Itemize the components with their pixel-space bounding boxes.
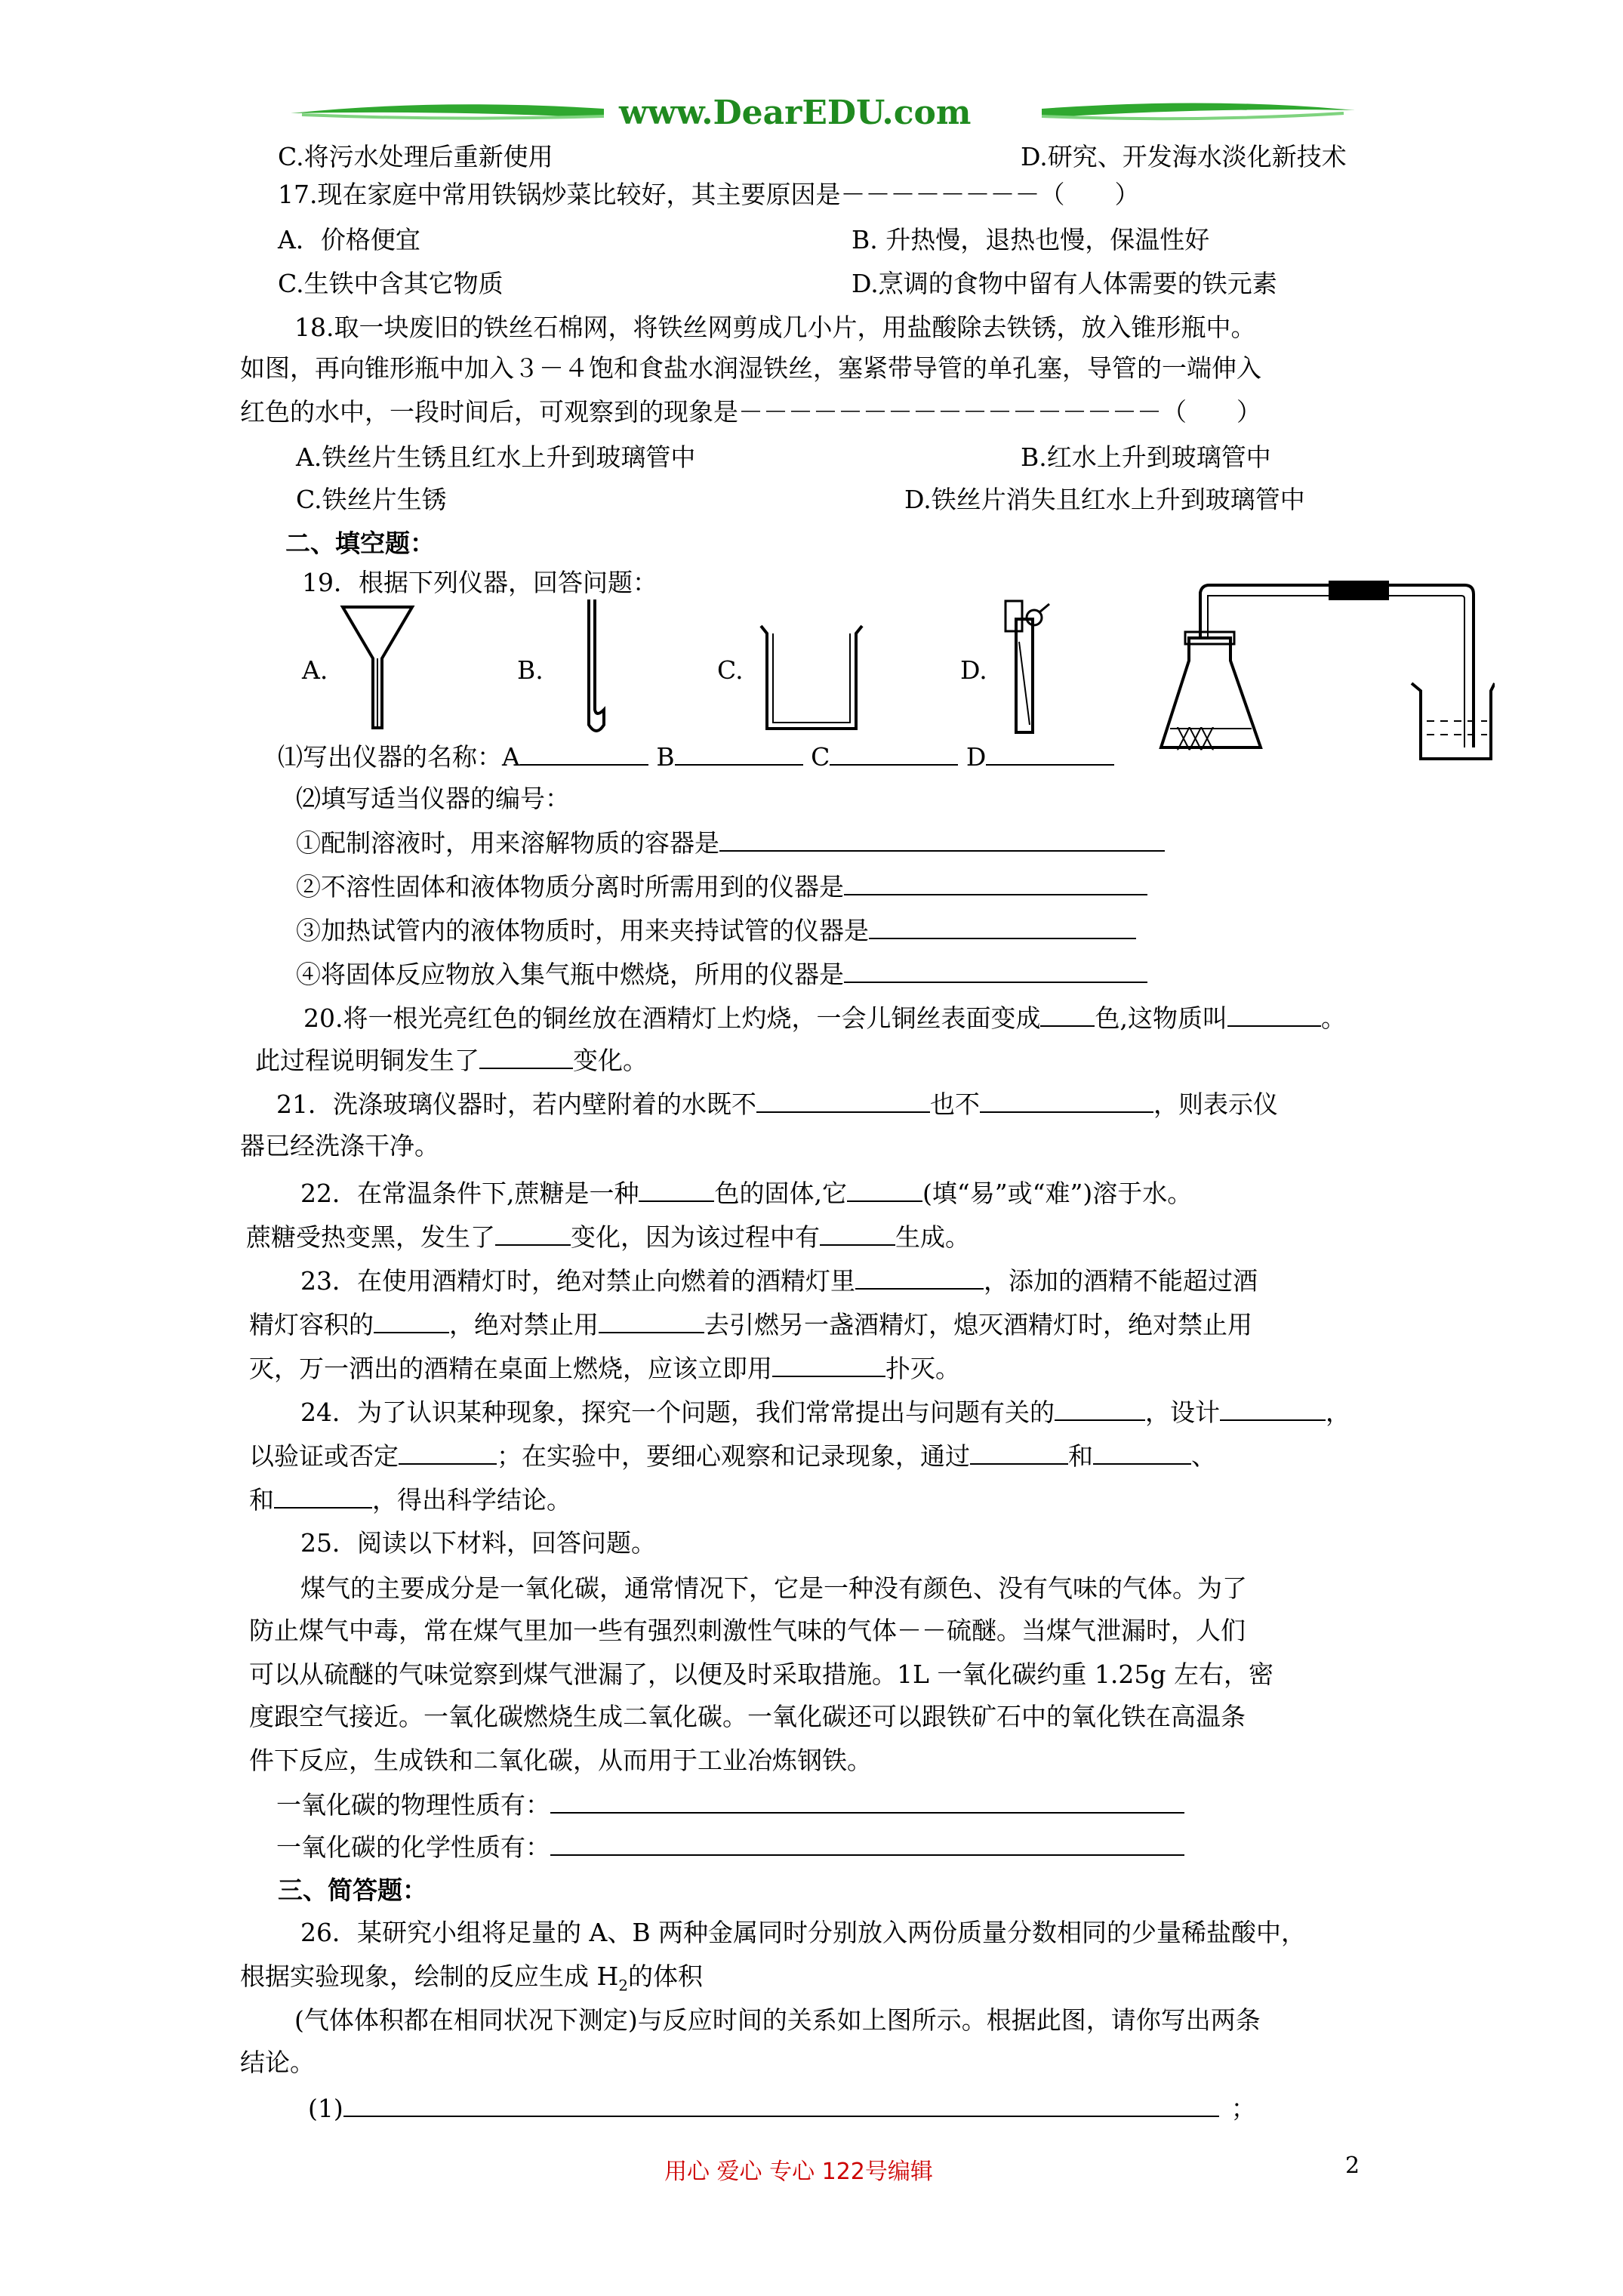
q24-text-7: 、: [1191, 1441, 1216, 1471]
q25-physical-label: 一氧化碳的物理性质有：: [276, 1790, 550, 1820]
q22-text-2: 色的固体,它: [714, 1179, 847, 1208]
q19-blank-c[interactable]: [830, 741, 958, 766]
q22-line2: [246, 1222, 970, 1253]
q19-blank-b[interactable]: [675, 741, 803, 766]
q21-text-2: 也不: [930, 1089, 980, 1119]
q18-option-b: B.红水上升到玻璃管中: [1021, 442, 1271, 472]
q26-line2: [240, 1962, 703, 2001]
q19-part1-label-d: D: [965, 742, 987, 772]
q24-text-1: 24．为了认识某种现象，探究一个问题，我们常常提出与问题有关的: [300, 1398, 1055, 1427]
site-logo: [287, 83, 1359, 146]
q22-text-3: (填“易”或“难”)溶于水。: [922, 1179, 1193, 1208]
q19-item-2-text: ②不溶性固体和液体物质分离时所需用到的仪器是: [296, 872, 844, 901]
q25-material-line5: 件下反应，生成铁和二氧化碳，从而用于工业冶炼钢铁。: [249, 1746, 872, 1775]
q26-answer-1-end: ；: [1230, 2094, 1256, 2123]
q18-line3: 红色的水中，一段时间后，可观察到的现象是－－－－－－－－－－－－－－－－－（ ）: [240, 397, 1261, 427]
svg-text:╳╳╳: ╳╳╳: [1178, 728, 1213, 750]
q18-line2: 如图，再向锥形瓶中加入３－４饱和食盐水润湿铁丝，塞紧带导管的单孔塞，导管的一端伸入: [240, 353, 1261, 383]
q26-line4: 结论。: [240, 2048, 315, 2077]
q22-text-1: 22．在常温条件下,蔗糖是一种: [300, 1179, 639, 1208]
q20-blank-1[interactable]: [1040, 1003, 1095, 1027]
q23-text-6: 灭，万一洒出的酒精在桌面上燃烧，应该立即用: [249, 1354, 772, 1383]
q25-material-line1: 煤气的主要成分是一氧化碳，通常情况下，它是一种没有颜色、没有气味的气体。为了: [300, 1573, 1247, 1603]
q17-option-b: B. 升热慢，退热也慢，保温性好: [852, 225, 1210, 254]
q19-label-c: C.: [717, 655, 744, 685]
q24-line3: [249, 1484, 571, 1515]
q22-blank-4[interactable]: [820, 1222, 895, 1246]
q19-stem: 19．根据下列仪器，回答问题：: [302, 568, 658, 597]
q23-text-1: 23．在使用酒精灯时，绝对禁止向燃着的酒精灯里: [300, 1266, 855, 1296]
q18-option-c: C.铁丝片生锈: [296, 485, 447, 514]
q23-text-2: ，添加的酒精不能超过酒: [984, 1266, 1258, 1296]
q23-text-7: 扑灭。: [885, 1354, 960, 1383]
q19-part1-label-c: C: [811, 742, 830, 772]
footer-text: 用心 爱心 专心 122号编辑: [664, 2159, 933, 2185]
q25-chemical-label: 一氧化碳的化学性质有：: [276, 1832, 550, 1862]
q24-blank-2[interactable]: [1220, 1397, 1326, 1421]
q19-part1: [278, 741, 1114, 772]
q25-chemical: [276, 1832, 1184, 1863]
q23-blank-4[interactable]: [772, 1353, 885, 1377]
test-tube-holder-icon: [995, 596, 1055, 740]
q26-subscript: 2: [618, 1976, 629, 1995]
q24-text-4: 以验证或否定: [249, 1441, 399, 1471]
q19-item-4-text: ④将固体反应物放入集气瓶中燃烧，所用的仪器是: [296, 960, 844, 989]
q23-blank-2[interactable]: [374, 1309, 449, 1333]
page-number: 2: [1345, 2153, 1360, 2179]
beaker-icon: [755, 623, 868, 736]
q19-item-3: [296, 915, 1136, 946]
q19-label-a: A.: [302, 655, 328, 685]
q19-part1-label-a: ⑴写出仪器的名称：A: [278, 742, 520, 772]
q21-line2: 器已经洗涤干净。: [240, 1131, 439, 1160]
q22-text-6: 生成。: [895, 1222, 970, 1252]
q24-blank-5[interactable]: [1093, 1441, 1191, 1465]
section-short-answer-title: 三、简答题：: [278, 1875, 427, 1905]
q24-text-5: ；在实验中，要细心观察和记录现象，通过: [497, 1441, 970, 1471]
q20-line1: [303, 1003, 1346, 1034]
q22-blank-2[interactable]: [847, 1178, 922, 1202]
q23-text-3: 精灯容积的: [249, 1310, 374, 1339]
q24-blank-6[interactable]: [274, 1484, 372, 1509]
q25-physical-blank[interactable]: [550, 1789, 1184, 1814]
q26-line3: (气体体积都在相同状况下测定)与反应时间的关系如上图所示。根据此图，请你写出两条: [294, 2005, 1261, 2035]
q20-text-4: 此过程说明铜发生了: [255, 1046, 479, 1075]
q19-label-b: B.: [517, 655, 544, 685]
q25-physical: [276, 1789, 1184, 1820]
iron-rust-apparatus-diagram: [1155, 578, 1495, 766]
q24-text-3: ，: [1326, 1398, 1350, 1427]
q25-material-line3: 可以从硫醚的气味觉察到煤气泄漏了，以便及时采取措施。1L 一氧化碳约重 1.25g 左右，密: [249, 1660, 1273, 1689]
q22-line1: [300, 1178, 1192, 1209]
q19-label-d: D.: [960, 655, 987, 685]
q24-text-8: 和: [249, 1485, 274, 1515]
q25-stem: 25．阅读以下材料，回答问题。: [300, 1528, 656, 1558]
q18-option-d: D.铁丝片消失且红水上升到玻璃管中: [904, 485, 1305, 514]
q24-blank-1[interactable]: [1055, 1397, 1145, 1421]
q23-line3: [249, 1353, 960, 1384]
q20-blank-2[interactable]: [1227, 1003, 1321, 1027]
q17-option-a: A．价格便宜: [278, 225, 420, 254]
q21-line1: [276, 1089, 1278, 1120]
q21-text-3: ，则表示仪: [1153, 1089, 1278, 1119]
q23-text-5: 去引燃另一盏酒精灯，熄灭酒精灯时，绝对禁止用: [704, 1310, 1252, 1339]
q18-option-a: A.铁丝片生锈且红水上升到玻璃管中: [296, 442, 696, 472]
q22-blank-3[interactable]: [495, 1222, 571, 1246]
q19-item-1-text: ①配制溶液时，用来溶解物质的容器是: [296, 828, 719, 858]
q16-option-d: D.研究、开发海水淡化新技术: [1021, 142, 1347, 171]
q19-blank-d[interactable]: [986, 741, 1114, 766]
q21-blank-1[interactable]: [756, 1089, 930, 1113]
section-fill-in-title: 二、填空题：: [285, 529, 435, 558]
q24-line2: [249, 1441, 1216, 1472]
q23-blank-3[interactable]: [599, 1309, 704, 1333]
q21-text-1: 21．洗涤玻璃仪器时，若内壁附着的水既不: [276, 1089, 756, 1119]
test-tube-icon: [581, 596, 611, 740]
q26-answer-1: [308, 2093, 1256, 2124]
q19-item-1: [296, 827, 1165, 858]
q20-text-2: 色,这物质叫: [1095, 1003, 1227, 1033]
q19-item-3-blank[interactable]: [869, 915, 1136, 939]
q22-text-4: 蔗糖受热变黑，发生了: [246, 1222, 495, 1252]
q19-item-1-blank[interactable]: [719, 827, 1165, 852]
q24-line1: [300, 1397, 1350, 1428]
q26-text-volume: 的体积: [628, 1962, 704, 1991]
q19-part2: ⑵填写适当仪器的编号：: [296, 784, 570, 813]
q19-item-4: [296, 959, 1147, 990]
q24-text-2: ，设计: [1145, 1398, 1220, 1427]
q16-option-c: C.将污水处理后重新使用: [278, 142, 553, 171]
q23-line2: [249, 1309, 1252, 1340]
q25-material-line2: 防止煤气中毒，常在煤气里加一些有强烈刺激性气味的气体－－硫醚。当煤气泄漏时，人们: [249, 1616, 1246, 1645]
q24-blank-3[interactable]: [399, 1441, 497, 1465]
q20-text-3: 。: [1320, 1003, 1346, 1033]
q22-text-5: 变化，因为该过程中有: [571, 1222, 820, 1252]
q17-option-c: C.生铁中含其它物质: [278, 269, 504, 298]
q19-item-2: [296, 871, 1147, 902]
q26-answer-1-blank[interactable]: [343, 2093, 1219, 2117]
q25-material-line4: 度跟空气接近。一氧化碳燃烧生成二氧化碳。一氧化碳还可以跟铁矿石中的氧化铁在高温条: [249, 1702, 1246, 1731]
q19-item-2-blank[interactable]: [844, 871, 1147, 895]
q23-text-4: ，绝对禁止用: [449, 1310, 599, 1339]
q19-part1-label-b: B: [656, 742, 675, 772]
q23-line1: [300, 1265, 1258, 1296]
q21-blank-2[interactable]: [980, 1089, 1153, 1113]
q26-line1: 26．某研究小组将足量的 A、B 两种金属同时分别放入两份质量分数相同的少量稀盐酸中，: [300, 1918, 1307, 1947]
q24-text-9: ，得出科学结论。: [372, 1485, 571, 1515]
q19-item-3-text: ③加热试管内的液体物质时，用来夹持试管的仪器是: [296, 916, 869, 945]
q20-blank-3[interactable]: [479, 1045, 573, 1069]
site-url: www.DearEDU.com: [619, 94, 972, 132]
q17-stem: 17.现在家庭中常用铁锅炒菜比较好，其主要原因是－－－－－－－－（ ）: [278, 180, 1140, 209]
q24-blank-4[interactable]: [970, 1441, 1068, 1465]
q22-blank-1[interactable]: [639, 1178, 714, 1202]
q17-option-d: D.烹调的食物中留有人体需要的铁元素: [852, 269, 1277, 298]
funnel-icon: [340, 604, 415, 732]
q19-item-4-blank[interactable]: [844, 959, 1147, 983]
q20-text-1: 20.将一根光亮红色的铜丝放在酒精灯上灼烧，一会儿铜丝表面变成: [303, 1003, 1041, 1033]
q18-line1: 18.取一块废旧的铁丝石棉网，将铁丝网剪成几小片，用盐酸除去铁锈，放入锥形瓶中。: [294, 313, 1256, 342]
q20-line2: [255, 1045, 648, 1076]
q19-blank-a[interactable]: [520, 741, 648, 766]
q20-text-5: 变化。: [573, 1046, 648, 1075]
q25-chemical-blank[interactable]: [550, 1832, 1184, 1856]
q26-text-h: 根据实验现象，绘制的反应生成 H: [240, 1962, 619, 1991]
q26-answer-1-label: (1): [308, 2094, 343, 2123]
q23-blank-1[interactable]: [855, 1265, 984, 1290]
q24-text-6: 和: [1068, 1441, 1093, 1471]
